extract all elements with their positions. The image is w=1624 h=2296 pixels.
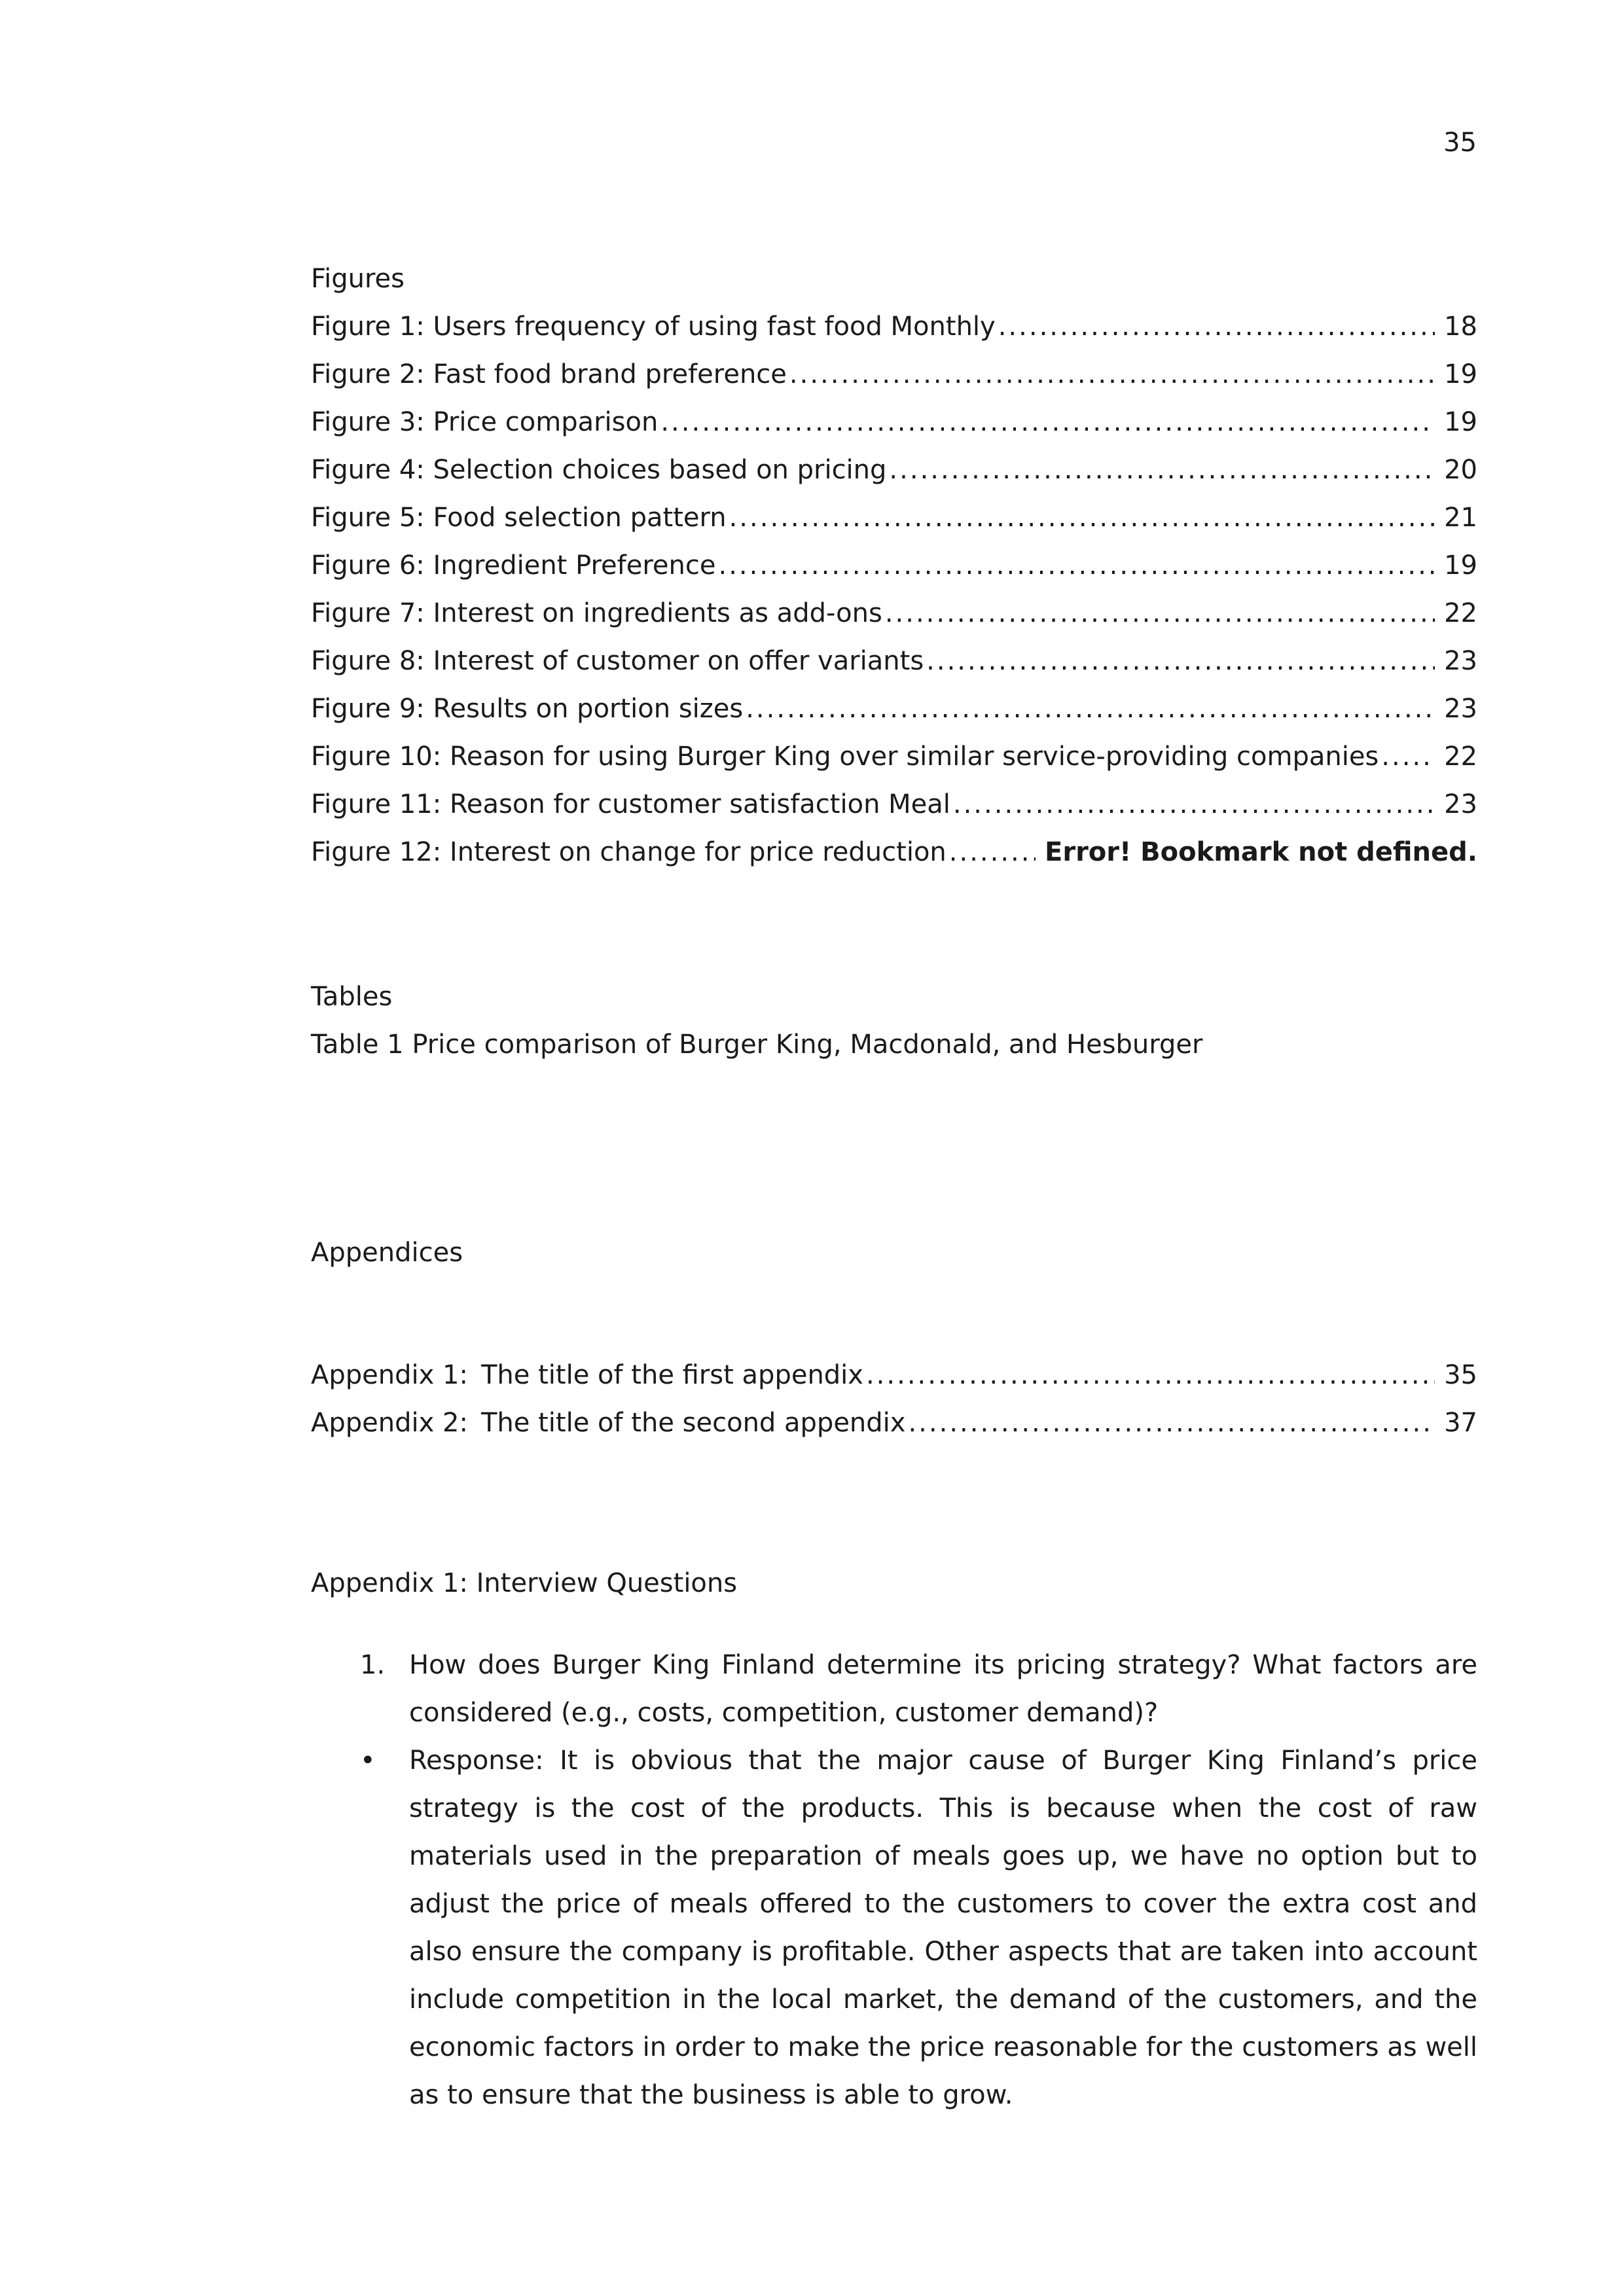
leader-dots — [889, 446, 1435, 494]
figure-entry-title: Figure 8: Interest of customer on offer variants — [311, 646, 924, 676]
figure-entry-page: 23 — [1444, 789, 1477, 819]
spacer — [311, 1069, 1477, 1229]
question-text: How does Burger King Finland determine its pricing strategy? What factors are considered (e.g., costs, competition, customer demand)? — [409, 1650, 1477, 1728]
figure-entry-title: Figure 4: Selection choices based on pricing — [311, 455, 887, 485]
leader-dots — [926, 637, 1435, 685]
appendix-entry[interactable] — [311, 1352, 1477, 1399]
figure-entry-title: Figure 5: Food selection pattern — [311, 503, 727, 533]
appendices-heading: Appendices — [311, 1238, 463, 1268]
figure-entry-page: 22 — [1444, 598, 1477, 628]
question-item — [311, 1641, 1477, 1737]
figure-entry-page: 23 — [1444, 694, 1477, 724]
figure-entry[interactable] — [311, 351, 1477, 399]
leader-dots — [998, 303, 1435, 351]
figure-entry[interactable] — [311, 303, 1477, 351]
figure-entry[interactable] — [311, 733, 1477, 781]
figure-entry[interactable] — [311, 542, 1477, 590]
figure-entry-title: Figure 12: Interest on change for price reduction — [311, 837, 947, 867]
bullet-icon: • — [360, 1746, 376, 1776]
page-number: 35 — [1443, 128, 1477, 158]
spacer — [311, 1277, 1477, 1352]
leader-dots — [789, 351, 1435, 399]
figure-entry[interactable] — [311, 446, 1477, 494]
figure-entry-title: Figure 9: Results on portion sizes — [311, 694, 744, 724]
spacer — [311, 876, 1477, 973]
figures-list — [311, 303, 1477, 876]
figure-entry-title: Figure 6: Ingredient Preference — [311, 550, 716, 581]
leader-dots — [949, 829, 1036, 876]
figure-entry[interactable] — [311, 399, 1477, 446]
figure-entry[interactable] — [311, 685, 1477, 733]
figure-entry[interactable] — [311, 494, 1477, 542]
appendix-entry-title: The title of the second appendix — [481, 1408, 906, 1438]
figure-entry-title: Figure 7: Interest on ingredients as add-ons — [311, 598, 882, 628]
list-number: 1. — [360, 1650, 386, 1680]
figure-entry-page: 22 — [1444, 742, 1477, 772]
figure-entry-page: 19 — [1444, 359, 1477, 389]
figure-entry-page: 23 — [1444, 646, 1477, 676]
bookmark-error-text: Error! Bookmark not defined. — [1045, 837, 1477, 867]
figure-entry-page: 19 — [1444, 407, 1477, 437]
figure-entry[interactable] — [311, 590, 1477, 637]
appendices-list — [311, 1352, 1477, 1447]
figure-entry-page: 20 — [1444, 455, 1477, 485]
appendix-entry-label: Appendix 2: — [311, 1408, 468, 1438]
appendix-entry-page: 37 — [1444, 1408, 1477, 1438]
document-content — [311, 255, 1477, 2119]
figure-entry-title: Figure 3: Price comparison — [311, 407, 659, 437]
leader-dots — [729, 494, 1435, 542]
figure-entry-page: 18 — [1444, 312, 1477, 342]
leader-dots — [718, 542, 1435, 590]
response-text: Response: It is obvious that the major cause of Burger King Finland’s price strategy is the cost of the products. This is because when the cost of raw materials used in the preparation of meals goes up, we have no option but to adjust the price of meals offered to the customers to cover the extra cost and also ensure the company is profitable. Other aspects that are taken into account include competition in the local market, the demand of the customers, and the economic factors in order to make the price reasonable for the customers as well as to ensure that the business is able to grow. — [409, 1746, 1477, 2110]
table-entry[interactable]: Table 1 Price comparison of Burger King, Macdonald, and Hesburger — [311, 1030, 1203, 1060]
figure-entry-title: Figure 2: Fast food brand preference — [311, 359, 787, 389]
appendix-entry-title: The title of the first appendix — [481, 1360, 863, 1390]
appendix-entry-page: 35 — [1444, 1360, 1477, 1390]
leader-dots — [660, 399, 1435, 446]
figure-entry-title: Figure 10: Reason for using Burger King over similar service-providing companies — [311, 742, 1379, 772]
appendix-entry-label: Appendix 1: — [311, 1360, 468, 1390]
leader-dots — [953, 781, 1435, 829]
figure-entry-title: Figure 11: Reason for customer satisfaction Meal — [311, 789, 950, 819]
leader-dots — [866, 1352, 1435, 1399]
appendix1-heading: Appendix 1: Interview Questions — [311, 1568, 738, 1598]
figure-entry[interactable] — [311, 781, 1477, 829]
interview-question-list — [311, 1641, 1477, 2119]
tables-heading: Tables — [311, 982, 393, 1012]
figure-entry-title: Figure 1: Users frequency of using fast food Monthly — [311, 312, 996, 342]
figure-entry[interactable] — [311, 829, 1477, 876]
figure-entry[interactable] — [311, 637, 1477, 685]
leader-dots — [1381, 733, 1435, 781]
response-item — [311, 1737, 1477, 2119]
spacer — [311, 1447, 1477, 1560]
leader-dots — [885, 590, 1435, 637]
figure-entry-page: 19 — [1444, 550, 1477, 581]
leader-dots — [746, 685, 1435, 733]
figures-heading: Figures — [311, 264, 405, 294]
appendix-entry[interactable] — [311, 1399, 1477, 1447]
leader-dots — [908, 1399, 1435, 1447]
figure-entry-page: 21 — [1444, 503, 1477, 533]
